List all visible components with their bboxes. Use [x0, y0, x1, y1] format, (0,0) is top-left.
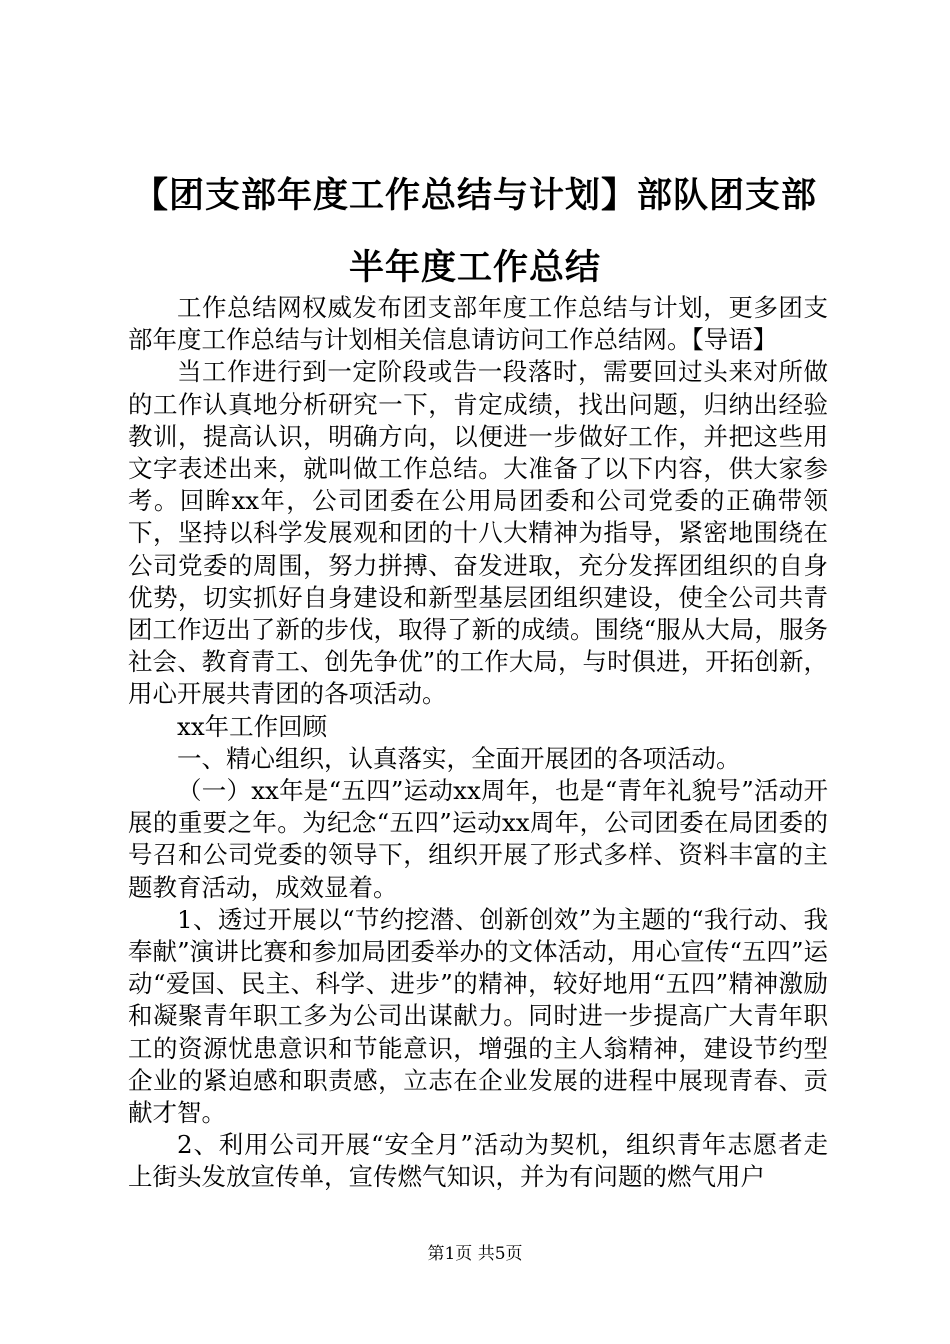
page-number-footer: 第1页 共5页 [427, 1244, 523, 1264]
section-heading-one: 一、精心组织，认真落实，全面开展团的各项活动。 [177, 743, 741, 773]
paragraph-subsection-one: （一）xx年是“五四”运动xx周年，也是“青年礼貌号”活动开展的重要之年。为纪念“五四”运动xx周年，公司团委在局团委的号召和公司党委的领导下，组织开展了形式多样、资料丰富的主题教育活动，成效显着。 [128, 776, 828, 902]
paragraph-overview: 当工作进行到一定阶段或告一段落时，需要回过头来对所做的工作认真地分析研究一下，肯定成绩，找出问题，归纳出经验教训，提高认识，明确方向，以便进一步做好工作，并把这些用文字表述出来，就叫做工作总结。大准备了以下内容，供大家参考。回眸xx年，公司团委在公用局团委和公司党委的正确带领下，坚持以科学发展观和团的十八大精神为指导，紧密地围绕在公司党委的周围，努力拼搏、奋发进取，充分发挥团组织的自身优势，切实抓好自身建设和新型基层团组织建设，使全公司共青团工作迈出了新的步伐，取得了新的成绩。围绕“服从大局，服务社会、教育青工、创先争优”的工作大局，与时俱进，开拓创新，用心开展共青团的各项活动。 [128, 357, 828, 709]
paragraph-item-2: 2、利用公司开展“安全月”活动为契机，组织青年志愿者走上街头发放宣传单，宣传燃气知识，并为有问题的燃气用户 [128, 1130, 828, 1192]
document-title: 【团支部年度工作总结与计划】部队团支部半年度工作总结 [132, 175, 817, 288]
paragraph-intro: 工作总结网权威发布团支部年度工作总结与计划，更多团支部年度工作总结与计划相关信息请访问工作总结网。【导语】 [128, 293, 828, 355]
section-heading-review: xx年工作回顾 [177, 711, 328, 741]
paragraph-item-1: 1、透过开展以“节约挖潜、创新创效”为主题的“我行动、我奉献”演讲比赛和参加局团委举办的文体活动，用心宣传“五四”运动“爱国、民主、科学、进步”的精神，较好地用“五四”精神激励和凝聚青年职工多为公司出谋献力。同时进一步提高广大青年职工的资源忧患意识和节能意识，增强的主人翁精神，建设节约型企业的紧迫感和职责感，立志在企业发展的进程中展现青春、贡献才智。 [128, 904, 828, 1128]
document-body [128, 292, 828, 1194]
